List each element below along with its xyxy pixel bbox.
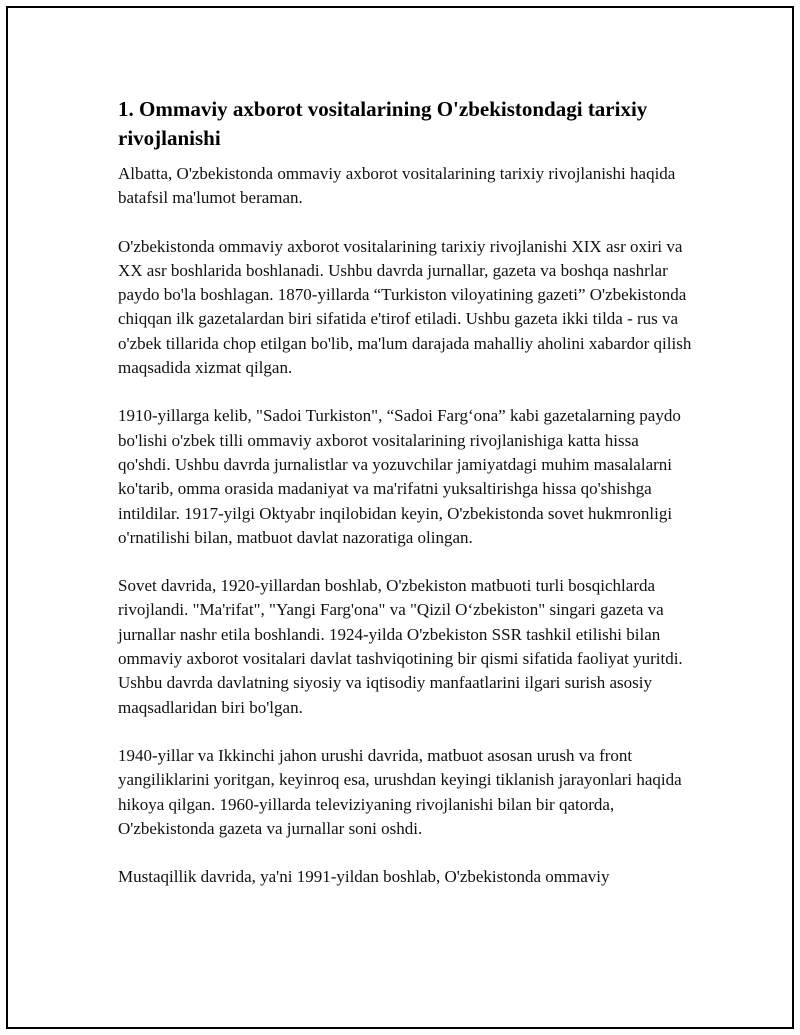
paragraph-soviet-era: Sovet davrida, 1920-yillardan boshlab, O'zbekiston matbuoti turli bosqichlarda rivojlandi. "Ma'rifat", "Yangi Farg'ona" va "Qizil O‘zbekiston" singari gazeta va jurnallar nashr etila boshlandi. 1924-yilda O'zbekiston SSR tashkil etilishi bilan ommaviy axborot vositalari davlat tashviqotining bir qismi sifatida faoliyat yuritdi. Ushbu davrda davlatning siyosiy va iqtisodiy manfaatlarini ilgari surish asosiy maqsadlaridan biri bo'lgan.: [118, 576, 683, 717]
paragraph-early-press: O'zbekistonda ommaviy axborot vositalarining tarixiy rivojlanishi XIX asr oxiri va XX asr boshlarida boshlanadi. Ushbu davrda jurnallar, gazeta va boshqa nashrlar paydo bo'la boshlagan. 1870-yillarda “Turkiston viloyatining gazeti” O'zbekistonda chiqqan ilk gazetalardan biri sifatida e'tirof etiladi. Ushbu gazeta ikki tilda - rus va o'zbek tillarida chop etilgan bo'lib, ma'lum darajada mahalliy aholini xabardor qilish maqsadida xizmat qilgan.: [118, 236, 692, 378]
document-body: [118, 95, 693, 913]
paragraph-intro: Albatta, O'zbekistonda ommaviy axborot vositalarining tarixiy rivojlanishi haqida batafsil ma'lumot beraman.: [118, 164, 676, 208]
paragraph-1910s: 1910-yillarga kelib, "Sadoi Turkiston", “Sadoi Farg‘ona” kabi gazetalarning paydo bo'lishi o'zbek tilli ommaviy axborot vositalarining rivojlanishiga katta hissa qo'shdi. Ushbu davrda jurnalistlar va yozuvchilar jamiyatdagi muhim masalalarni ko'tarib, omma orasida madaniyat va ma'rifatni yuksaltirishga hissa qo'shishga intildilar. 1917-yilgi Oktyabr inqilobidan keyin, O'zbekistonda sovet hukmronligi o'rnatilishi bilan, matbuot davlat nazoratiga olingan.: [118, 406, 681, 547]
paragraph-independence: Mustaqillik davrida, ya'ni 1991-yildan boshlab, O'zbekistonda ommaviy: [118, 867, 610, 887]
paragraph-war-era: 1940-yillar va Ikkinchi jahon urushi davrida, matbuot asosan urush va front yangiliklarini yoritgan, keyinroq esa, urushdan keyingi tiklanish jarayonlari haqida hikoya qilgan. 1960-yillarda televiziyaning rivojlanishi bilan bir qatorda, O'zbekistonda gazeta va jurnallar soni oshdi.: [118, 745, 682, 838]
section-heading: 1. Ommaviy axborot vositalarining O'zbekistondagi tarixiy rivojlanishi: [118, 97, 648, 150]
